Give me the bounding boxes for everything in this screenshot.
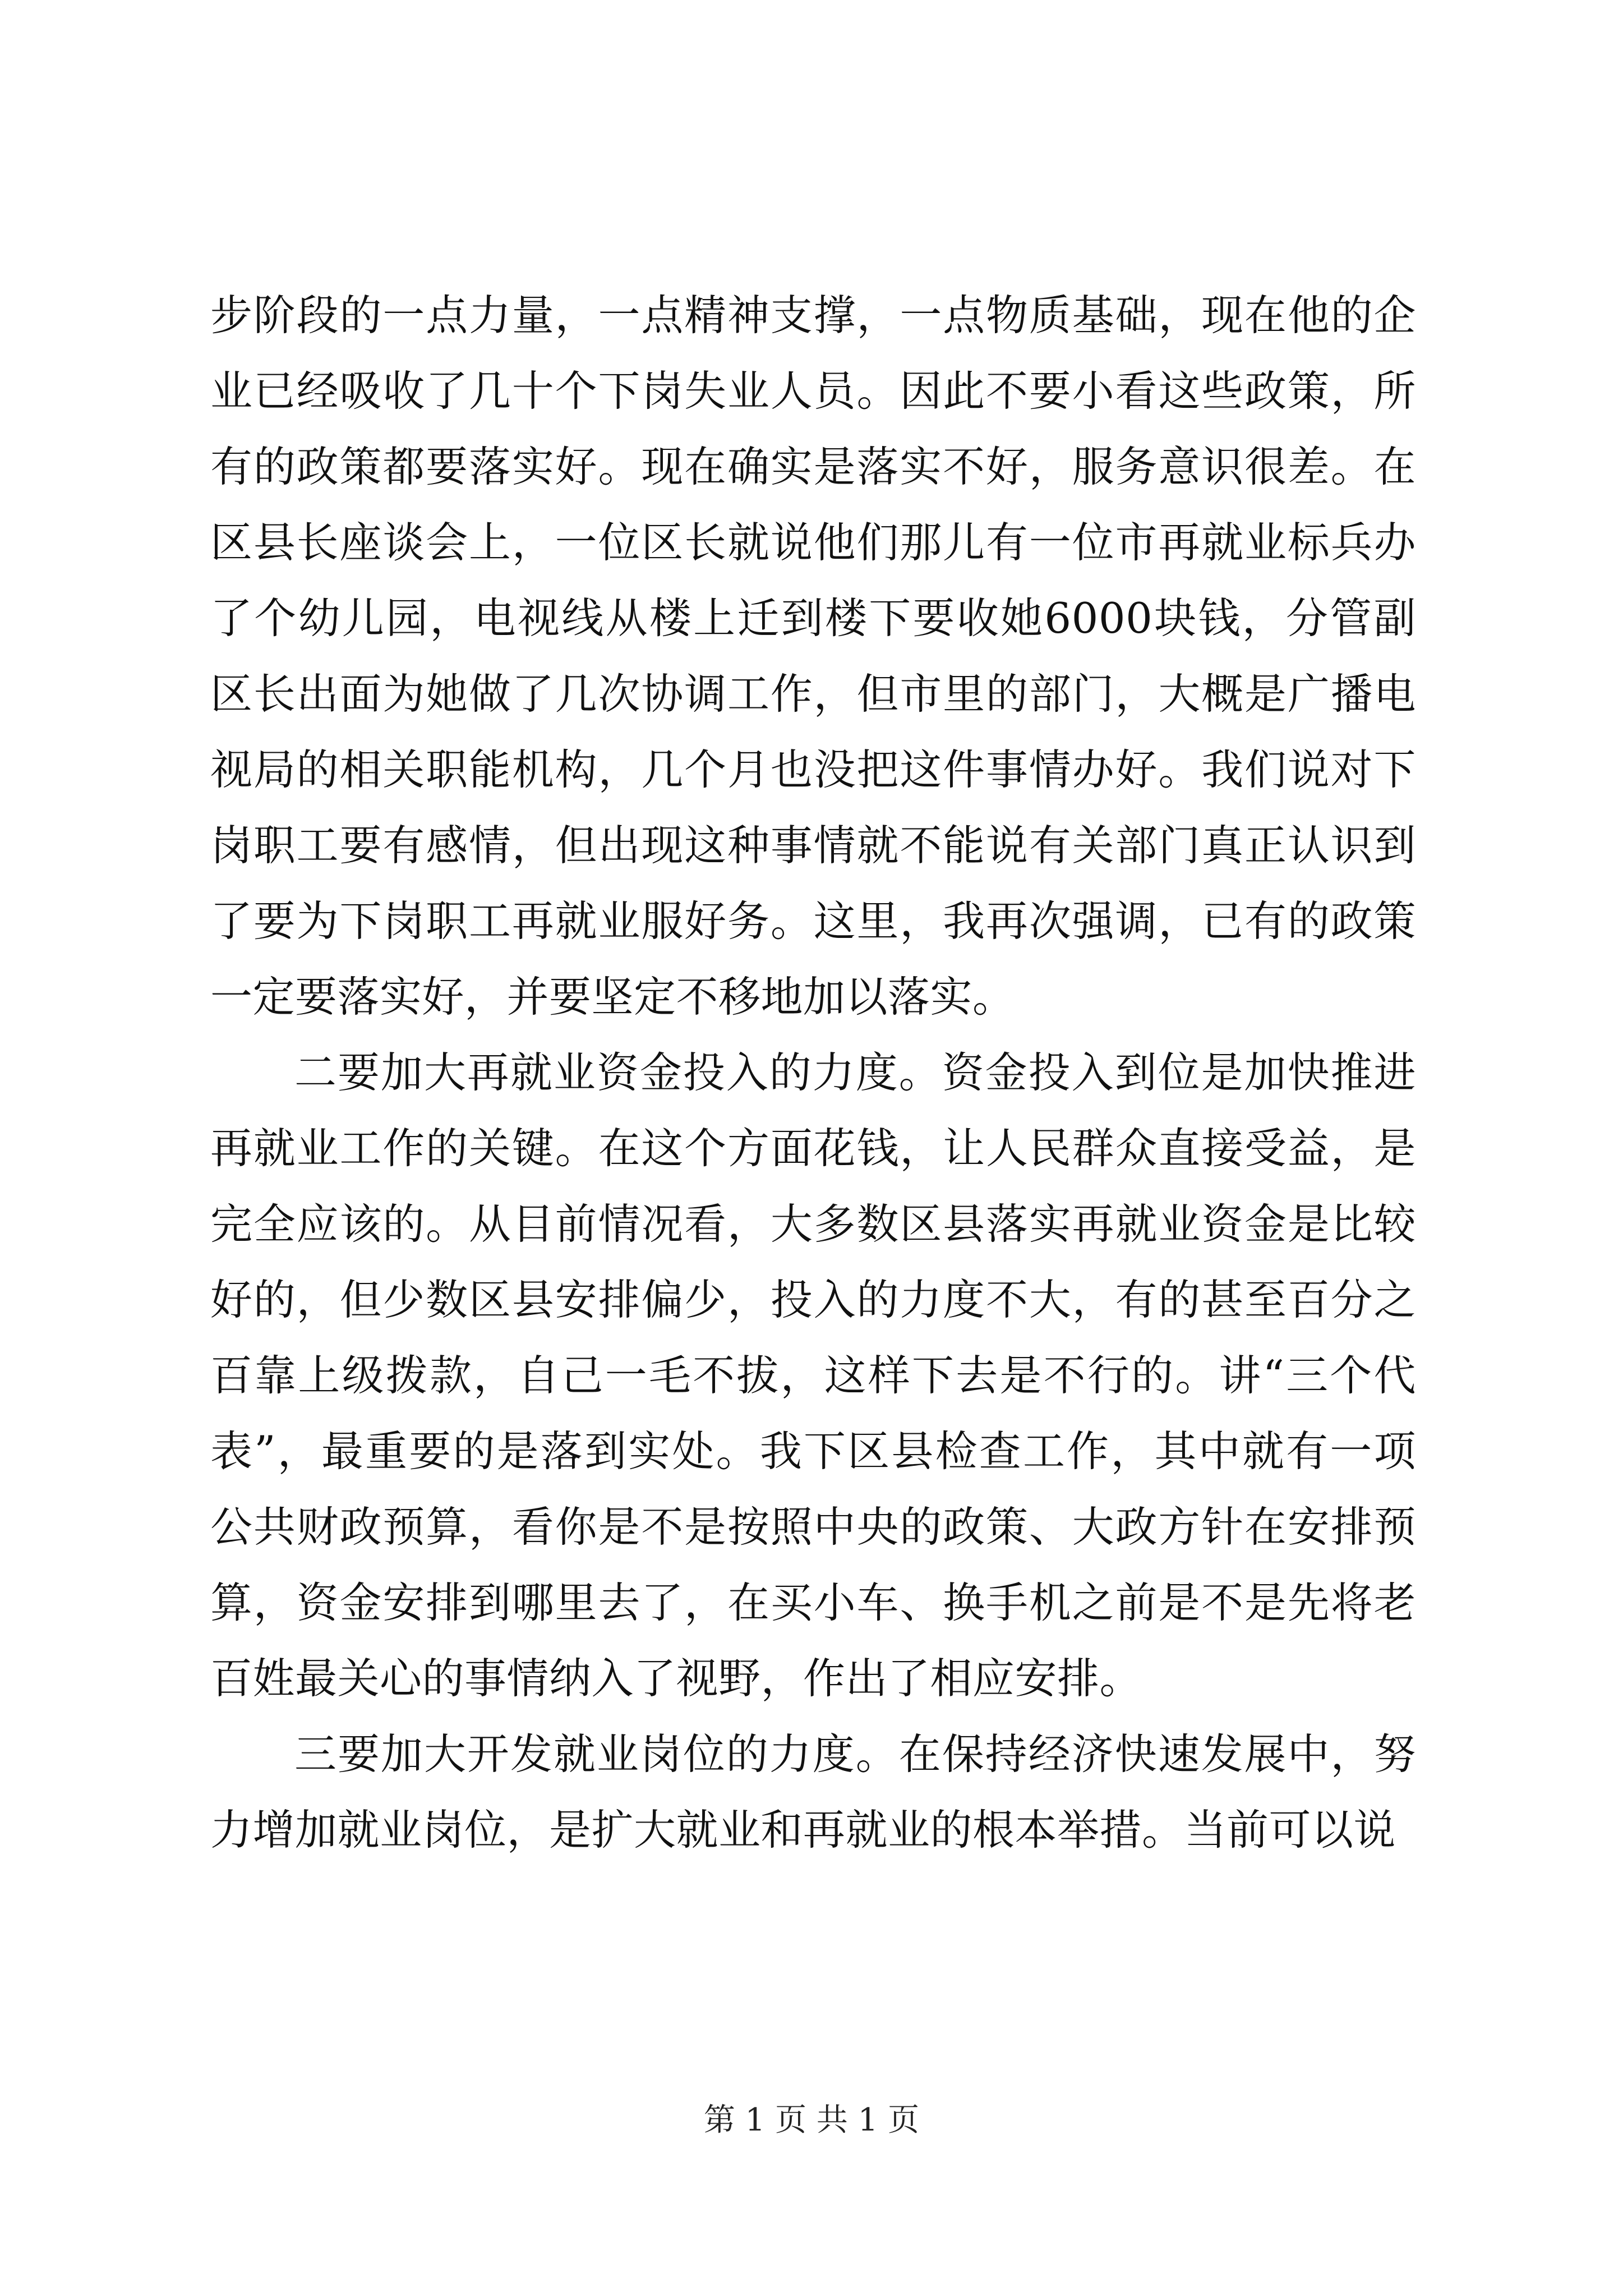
document-body — [210, 278, 1416, 1868]
paragraph-3: 三要加大开发就业岗位的力度。在保持经济快速发展中，努力增加就业岗位，是扩大就业和再就业的根本举措。当前可以说 — [210, 1729, 1416, 1855]
paragraph-1: 步阶段的一点力量，一点精神支撑，一点物质基础，现在他的企业已经吸收了几十个下岗失业人员。因此不要小看这些政策，所有的政策都要落实好。现在确实是落实不好，服务意识很差。在区县长座谈会上，一位区长就说他们那儿有一位市再就业标兵办了个幼儿园，电视线从楼上迁到楼下要收她6000块钱，分管副区长出面为她做了几次协调工作，但市里的部门，大概是广播电视局的相关职能机构，几个月也没把这件事情办好。我们说对下岗职工要有感情，但出现这种事情就不能说有关部门真正认识到了要为下岗职工再就业服好务。这里，我再次强调，已有的政策一定要落实好，并要坚定不移地加以落实。 — [210, 291, 1416, 1022]
page-footer: 第 1 页 共 1 页 — [703, 2102, 920, 2138]
paragraph-2: 二要加大再就业资金投入的力度。资金投入到位是加快推进再就业工作的关键。在这个方面花钱，让人民群众直接受益，是完全应该的。从目前情况看，大多数区县落实再就业资金是比较好的，但少数区县安排偏少，投入的力度不大，有的甚至百分之百靠上级拨款，自己一毛不拔，这样下去是不行的。讲“三个代表”，最重要的是落到实处。我下区县检查工作，其中就有一项公共财政预算，看你是不是按照中央的政策、大政方针在安排预算，资金安排到哪里去了，在买小车、换手机之前是不是先将老百姓最关心的事情纳入了视野，作出了相应安排。 — [210, 1048, 1416, 1703]
